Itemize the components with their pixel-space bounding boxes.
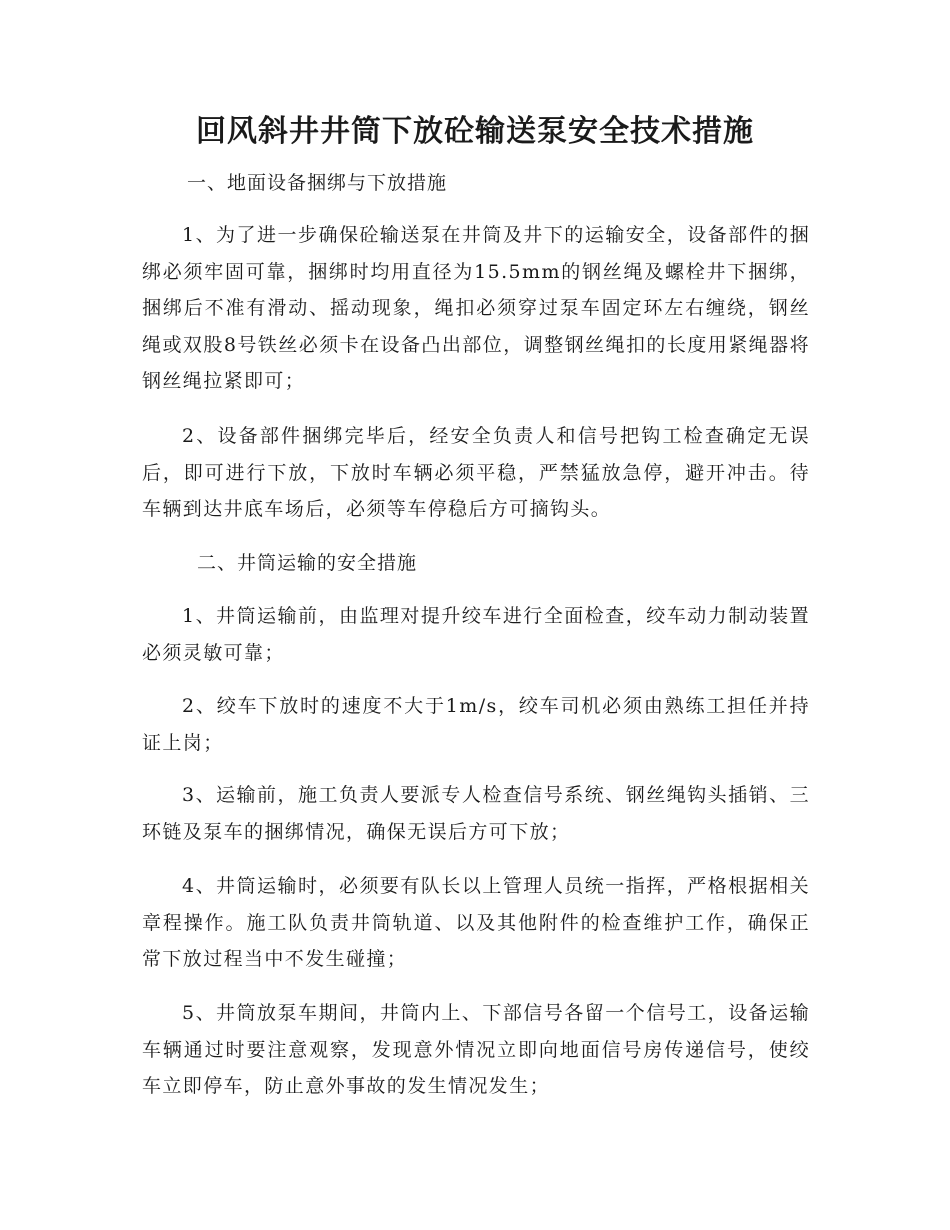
section-heading-1: 一、地面设备捆绑与下放措施 [187, 172, 448, 194]
paragraph-2-4: 4、井筒运输时，必须要有队长以上管理人员统一指挥，严格根据相关章程操作。施工队负责井筒轨道、以及其他附件的检查维护工作，确保正常下放过程当中不发生碰撞； [142, 875, 810, 970]
paragraph-2-2: 2、绞车下放时的速度不大于1m/s，绞车司机必须由熟练工担任并持证上岗； [142, 695, 810, 754]
paragraph-1-2: 2、设备部件捆绑完毕后，经安全负责人和信号把钩工检查确定无误后，即可进行下放，下放时车辆必须平稳，严禁猛放急停，避开冲击。待车辆到达井底车场后，必须等车停稳后方可摘钩头。 [142, 425, 810, 520]
section-heading-2: 二、井筒运输的安全措施 [197, 552, 418, 574]
paragraph-2-5: 5、井筒放泵车期间，井筒内上、下部信号各留一个信号工，设备运输车辆通过时要注意观察，发现意外情况立即向地面信号房传递信号，使绞车立即停车，防止意外事故的发生情况发生； [142, 1002, 810, 1097]
paragraph-2-3: 3、运输前，施工负责人要派专人检查信号系统、钢丝绳钩头插销、三环链及泵车的捆绑情况，确保无误后方可下放； [142, 784, 810, 843]
document-title: 回风斜井井筒下放砼输送泵安全技术措施 [196, 114, 754, 149]
paragraph-1-1: 1、为了进一步确保砼输送泵在井筒及井下的运输安全，设备部件的捆绑必须牢固可靠，捆绑时均用直径为15.5mm的钢丝绳及螺栓井下捆绑，捆绑后不准有滑动、摇动现象，绳扣必须穿过泵车固定环左右缠绕，钢丝绳或双股8号铁丝必须卡在设备凸出部位，调整钢丝绳扣的长度用紧绳器将钢丝绳拉紧即可； [142, 224, 810, 392]
paragraph-2-1: 1、井筒运输前，由监理对提升绞车进行全面检查，绞车动力制动装置必须灵敏可靠； [142, 605, 810, 664]
